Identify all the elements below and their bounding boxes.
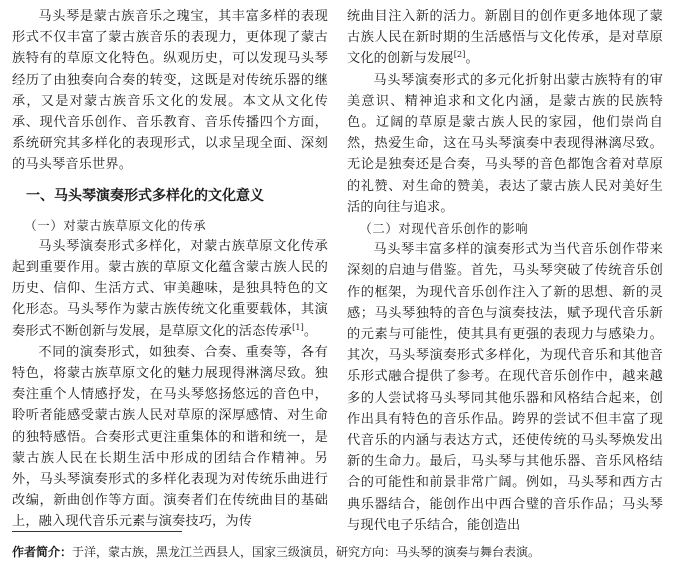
footnote-text: 于洋，蒙古族，黑龙江兰西县人，国家三级演员，研究方向：马头琴的演奏与舞台表演。: [72, 545, 541, 559]
footnote-label: 作者简介：: [12, 545, 73, 559]
body-text: 马头琴演奏形式多样化，对蒙古族草原文化传承起到重要作用。蒙古族的草原文化蕴含蒙古族人民的历史、信仰、生活方式、审美趣味，是独具特色的文化形态。马头琴作为蒙古族传统文化重要载体，其演奏形式不断创新与发展，是草原文化的活态传承: [12, 238, 328, 339]
author-footnote: [12, 543, 662, 561]
subsection-heading: （一）对蒙古族草原文化的传承: [24, 217, 207, 233]
body-text-end: 。: [303, 323, 318, 339]
left-column: [12, 6, 328, 533]
body-paragraph: 不同的演奏形式，如独奏、合奏、重奏等，各有特色，将蒙古族草原文化的魅力展现得淋漓尽致。独奏注重个人情感抒发，在马头琴悠扬悠远的音色中，聆听者能感受蒙古族人民对草原的深厚感情、对生命的独特感悟。合奏形式更注重集体的和谐和统一，是蒙古族人民在长期生活中形成的团结合作精神。另外，马头琴演奏形式的多样化表现为对传统乐曲进行改编，新曲创作等方面。演奏者们在传统曲目的基础上，融入现代音乐元素与演奏技巧，为传: [12, 344, 328, 530]
section-heading: 一、马头琴演奏形式多样化的文化意义: [26, 187, 264, 204]
footnote-divider: [12, 531, 182, 532]
right-column: [347, 6, 663, 536]
citation-marker[interactable]: [2]: [453, 50, 466, 60]
citation-marker[interactable]: [1]: [292, 322, 304, 332]
continuation-paragraph: [347, 6, 663, 70]
body-paragraph: [12, 236, 328, 342]
body-paragraph: 马头琴演奏形式的多元化折射出蒙古族特有的审美意识、精神追求和文化内涵，是蒙古族的民族特色。辽阔的草原是蒙古族人民的家园，他们崇尚自然，热爱生命，这在马头琴演奏中表现得淋漓尽致。无论是独奏还是合奏，马头琴的音色都饱含着对草原的礼赞、对生命的赞美，表达了蒙古族人民对美好生活的向往与追求。: [347, 72, 663, 215]
body-text-end: 。: [465, 51, 479, 67]
body-paragraph: 马头琴丰富多样的演奏形式为当代音乐创作带来深刻的启迪与借鉴。首先，马头琴突破了传统音乐创作的框架，为现代音乐创作注入了新的思想、新的灵感；马头琴独特的音色与演奏技法，赋予现代音乐新的元素与可能性，使其具有更强的表现力与感染力。其次，马头琴演奏形式多样化，为现代音乐和其他音乐形式融合提供了参考。在现代音乐创作中，越来越多的人尝试将马头琴同其他乐器和风格结合起来，创作出具有特色的音乐作品。跨界的尝试不但丰富了现代音乐的内涵与表达方式，还使传统的马头琴焕发出新的生命力。最后，马头琴与其他乐器、音乐风格结合的可能性和前景非常广阔。例如，马头琴和西方古典乐器结合，能创作出中西合璧的音乐作品；马头琴与现代电子乐结合，能创造出: [347, 242, 663, 533]
body-text: 统曲目注入新的活力。新剧目的创作更多地体现了蒙古族人民在新时期的生活感悟与文化传承，是对草原文化的创新与发展: [347, 9, 663, 67]
subsection-heading: （二）对现代音乐创作的影响: [359, 221, 529, 237]
intro-paragraph: 马头琴是蒙古族音乐之瑰宝，其丰富多样的表现形式不仅丰富了蒙古族音乐的表现力，更体现了蒙古族特有的草原文化特色。纵观历史，可以发现马头琴经历了由独奏向合奏的转变，这既是对传统乐器的继承，又是对蒙古族音乐文化的发展。本文从文化传承、现代音乐创作、音乐教育、音乐传播四个方面，系统研究其多样化的表现形式，以求呈现全面、深刻的马头琴音乐世界。: [12, 9, 328, 173]
